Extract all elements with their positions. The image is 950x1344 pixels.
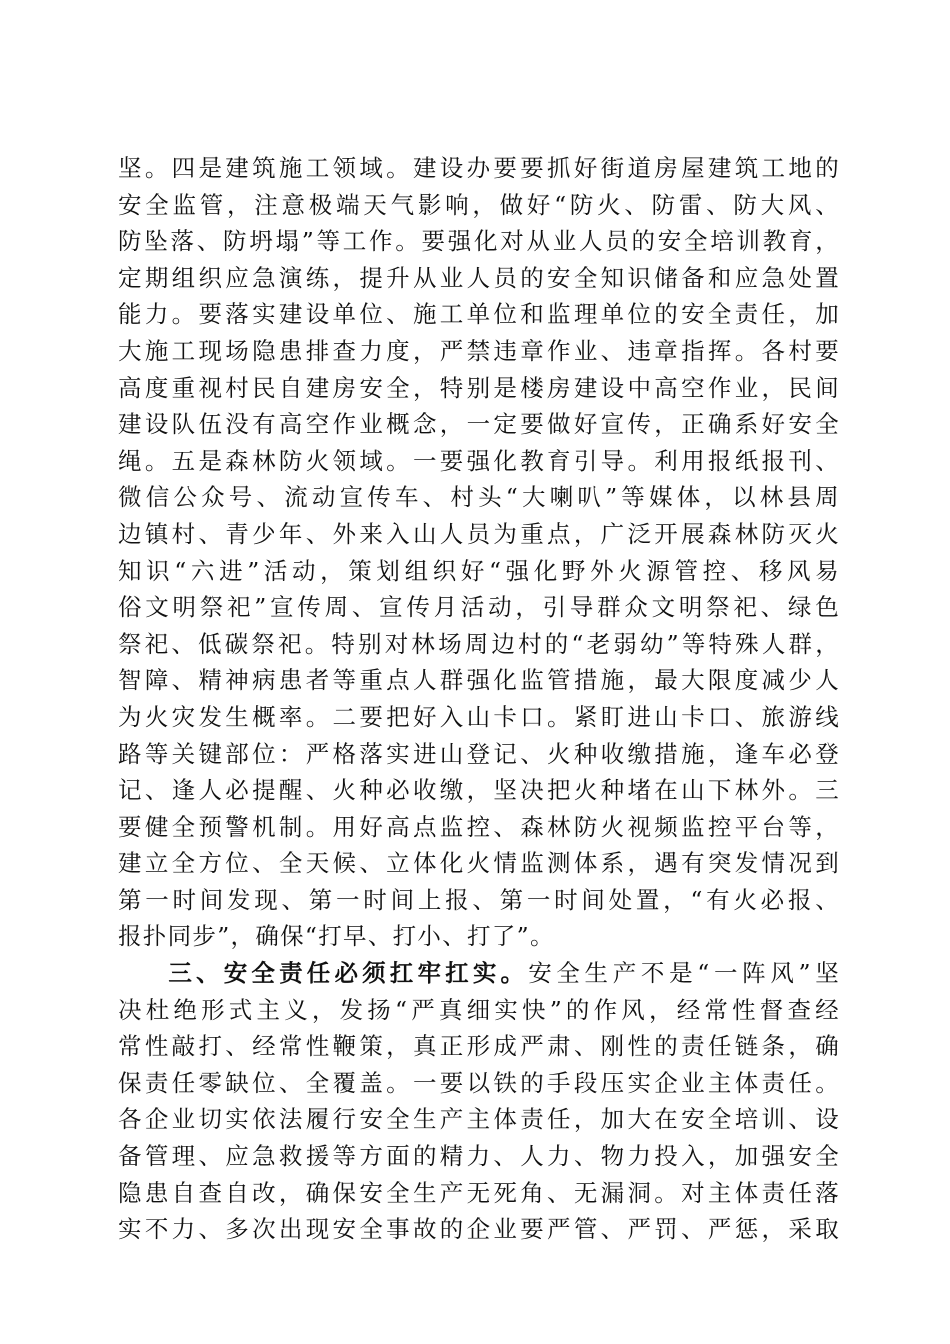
text-line: 保责任零缺位、全覆盖。一要以铁的手段压实企业主体责任。 [118,1068,840,1097]
text-line: 安全监管，注意极端天气影响，做好“防火、防雷、防大风、 [118,190,840,219]
text-line: 绳。五是森林防火领域。一要强化教育引导。利用报纸报刊、 [118,446,840,475]
text-line: 坚。四是建筑施工领域。建设办要要抓好街道房屋建筑工地的 [118,154,840,182]
heading-line-text: 安全生产不是“一阵风”坚 [528,959,840,988]
section-heading: 三、安全责任必须扛牢扛实。 [165,959,529,988]
text-line: 防坠落、防坍塌”等工作。要强化对从业人员的安全培训教育， [118,227,840,256]
text-line: 路等关键部位：严格落实进山登记、火种收缴措施，逢车必登 [118,739,840,768]
text-line: 常性敲打、经常性鞭策，真正形成严肃、刚性的责任链条，确 [118,1032,840,1061]
text-line: 大施工现场隐患排查力度，严禁违章作业、违章指挥。各村要 [118,336,840,365]
text-line: 各企业切实依法履行安全生产主体责任，加大在安全培训、设 [118,1105,840,1134]
heading-line [118,955,840,992]
text-line: 祭祀、低碳祭祀。特别对林场周边村的“老弱幼”等特殊人群， [118,629,840,658]
text-line: 知识“六进”活动，策划组织好“强化野外火源管控、移风易 [118,556,840,585]
text-line: 要健全预警机制。用好高点监控、森林防火视频监控平台等， [118,812,840,841]
text-line: 决杜绝形式主义，发扬“严真细实快”的作风，经常性督查经 [118,995,840,1024]
text-line: 智障、精神病患者等重点人群强化监管措施，最大限度减少人 [118,666,840,695]
text-line: 备管理、应急救援等方面的精力、人力、物力投入，加强安全 [118,1142,840,1171]
text-line: 记、逢人必提醒、火种必收缴，坚决把火种堵在山下林外。三 [118,776,840,805]
paragraph-end-line: 报扑同步”，确保“打早、打小、打了”。 [118,922,555,951]
paragraph-safety-responsibility [118,992,840,1248]
text-line: 微信公众号、流动宣传车、村头“大喇叭”等媒体，以林县周 [118,483,840,512]
text-line: 建设队伍没有高空作业概念，一定要做好宣传，正确系好安全 [118,410,840,439]
text-line: 为火灾发生概率。二要把好入山卡口。紧盯进山卡口、旅游线 [118,702,840,731]
text-line: 高度重视村民自建房安全，特别是楼房建设中高空作业，民间 [118,373,840,402]
body-text [118,150,840,1248]
text-line: 俗文明祭祀”宣传周、宣传月活动，引导群众文明祭祀、绿色 [118,593,840,622]
text-line: 第一时间发现、第一时间上报、第一时间处置，“有火必报、 [118,885,840,914]
text-line: 定期组织应急演练，提升从业人员的安全知识储备和应急处置 [118,263,840,292]
text-line: 实不力、多次出现安全事故的企业要严管、严罚、严惩，采取 [118,1215,840,1244]
text-line: 能力。要落实建设单位、施工单位和监理单位的安全责任，加 [118,300,840,329]
text-line: 隐患自查自改，确保安全生产无死角、无漏洞。对主体责任落 [118,1178,840,1207]
text-line: 建立全方位、全天候、立体化火情监测体系，遇有突发情况到 [118,849,840,878]
paragraph-safety-fields [118,150,840,918]
text-line: 边镇村、青少年、外来入山人员为重点，广泛开展森林防灭火 [118,519,840,548]
